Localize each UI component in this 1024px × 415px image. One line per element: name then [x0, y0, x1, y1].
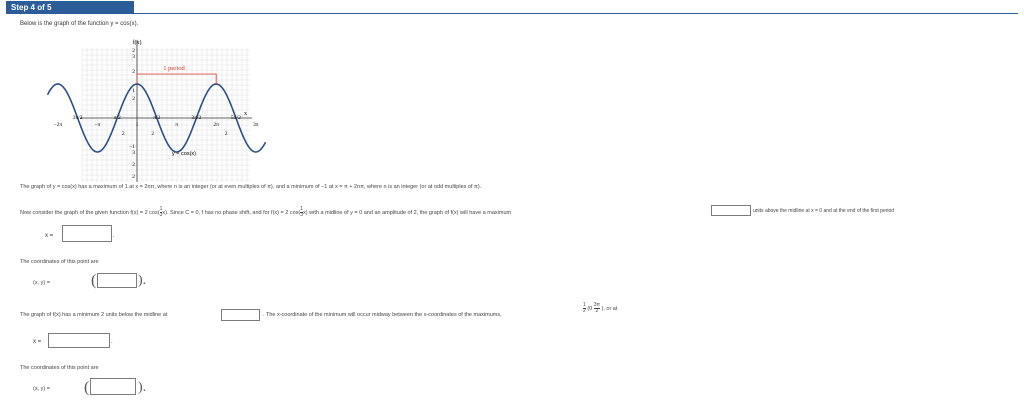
- header-rule: [6, 13, 1018, 14]
- x-tick-label: 2: [151, 131, 155, 137]
- x-tick-labels: [54, 115, 259, 128]
- x-tick-label: 2: [224, 131, 228, 137]
- intro-text: Below is the graph of the function y = cos(x).: [20, 21, 139, 27]
- x-eq-label-1: x =: [45, 233, 54, 239]
- period-bracket: [137, 74, 216, 84]
- para2-after: units above the midline at x = 0 and at the end of the first period: [753, 208, 895, 214]
- half-den: 2: [583, 308, 586, 314]
- step-indicator: Step 4 of 5: [6, 1, 134, 14]
- x-eq-label-2: x =: [33, 339, 42, 345]
- y-tick-label: 3: [132, 54, 135, 60]
- coords-text-2: The coordinates of this point are: [20, 365, 99, 371]
- y-tick-label: −1: [129, 144, 135, 150]
- half-num: 1: [583, 302, 586, 308]
- coords-text-1: The coordinates of this point are: [20, 259, 99, 265]
- x-answer-input-2[interactable]: [48, 333, 110, 348]
- frac-den-2: 3: [300, 212, 304, 218]
- maximum-units-input[interactable]: [711, 205, 751, 216]
- para2-x-2: x): [303, 209, 308, 216]
- x-answer-input-1[interactable]: [62, 225, 112, 242]
- y-tick-label: 2: [132, 174, 135, 180]
- half-fraction: [583, 303, 586, 314]
- y-tick-label: 2: [132, 48, 135, 54]
- y-tick-label: 1: [132, 88, 135, 94]
- function-label: y = cos(x): [172, 151, 196, 157]
- para3-mid: . The x-coordinate of the minimum will occur midway between the x-coordinates of the maximums,: [263, 312, 502, 318]
- midway-inner: (0: [587, 305, 593, 312]
- x-tick-label: 3π/2: [72, 115, 83, 121]
- frac-den: 3: [159, 212, 163, 218]
- x-tick-label: π/2: [153, 115, 161, 121]
- midway-close: ), or at: [601, 305, 618, 312]
- period-label: 1 period: [163, 65, 185, 72]
- coords-answer-input-2[interactable]: [90, 378, 136, 395]
- para2-paren-open-2: (: [298, 209, 301, 216]
- coords-label-1: (x, y) =: [33, 280, 50, 286]
- coords-paren-open-1: (: [91, 272, 97, 289]
- x-eq-dot-2: .: [111, 339, 113, 345]
- para3-pre: The graph of f(x) has a minimum 2 units below the midline at: [20, 312, 168, 318]
- three-pi-over-two: [594, 303, 600, 314]
- coords-label-2: (x, y) =: [33, 386, 50, 392]
- y-tick-label: 3: [132, 150, 135, 156]
- y-tick-label: 2: [132, 96, 135, 102]
- x-tick-label: −2π: [53, 122, 63, 128]
- x-tick-label: 2: [121, 131, 125, 137]
- x-tick-label: π: [175, 122, 178, 128]
- coords-paren-close-2: ).: [138, 380, 147, 395]
- y-tick-labels-bottom: [129, 144, 135, 180]
- x-tick-label: 2π: [213, 122, 219, 128]
- para-cos-extrema: The graph of y = cos(x) has a maximum of 1 at x = 2nπ, where n is an integer (or at even multiples of π), and a minimum of −1 at x = π + 2nπ, where n is an integer (or at odd multiples of π).: [20, 184, 482, 190]
- x-tick-label: −π: [94, 122, 101, 128]
- midway-expression: [583, 303, 617, 314]
- coords-paren-open-2: (: [84, 379, 90, 396]
- x-tick-label: 1: [135, 122, 139, 128]
- three-pi-num: 3π: [593, 302, 600, 308]
- coords-paren-close-1: ).: [138, 273, 147, 288]
- para2-post: with a midline of y = 0 and an amplitude of 2, the graph of f(x) will have a maximum: [307, 209, 512, 216]
- fx-axis-label: f(x): [132, 40, 142, 46]
- x-tick-label: 3π: [252, 122, 259, 128]
- x-tick-label: π/2: [113, 115, 121, 121]
- para-given-function: [20, 207, 511, 218]
- minimum-location-input[interactable]: [221, 309, 260, 321]
- three-pi-den: 2: [595, 308, 599, 314]
- para2-paren-open: (: [157, 209, 160, 216]
- frac-num-2: 1: [300, 206, 304, 212]
- x-tick-label: 3π/2: [191, 115, 202, 121]
- x-eq-dot-1: .: [113, 233, 115, 239]
- x-axis-letter: x: [244, 111, 247, 117]
- y-tick-label: 2: [132, 69, 135, 75]
- coords-answer-input-1[interactable]: [97, 273, 137, 288]
- x-tick-label: 5π/2: [231, 115, 241, 121]
- para2-mid: . Since C = 0, f has no phase shift, and for f(x) = 2 cos: [166, 209, 299, 216]
- cosine-graph: [53, 32, 260, 182]
- para2-x: x): [162, 209, 167, 216]
- frac-num: 1: [159, 206, 163, 212]
- para2-pre: Now consider the graph of the given function f(x) = 2 cos: [20, 209, 158, 216]
- y-tick-label: 2: [132, 162, 135, 168]
